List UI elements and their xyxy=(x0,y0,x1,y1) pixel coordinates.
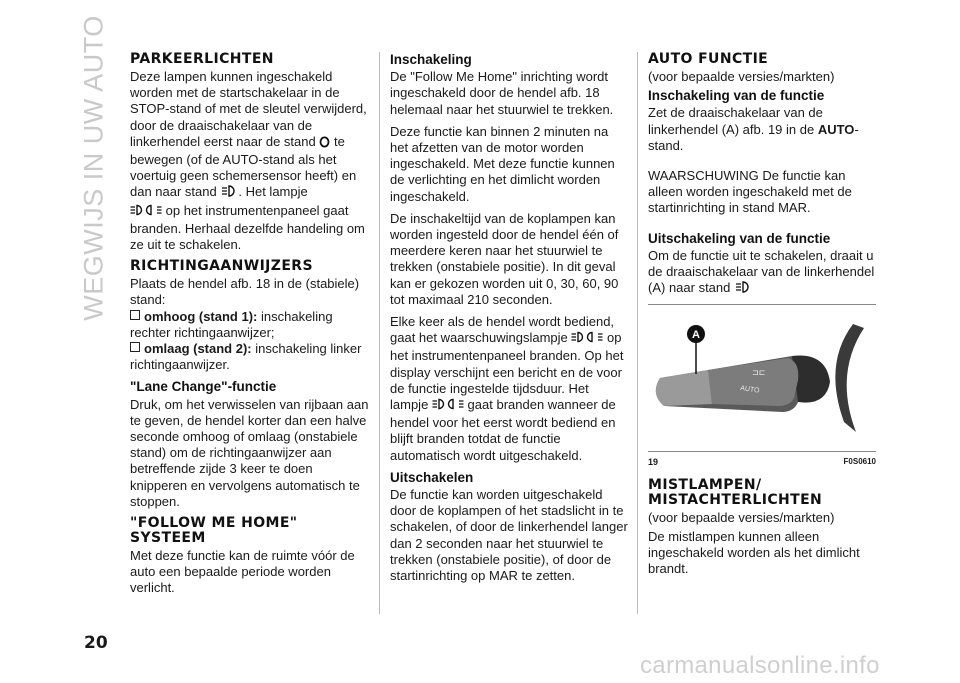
list-item: omhoog (stand 1): inschakeling rechter richtingaanwijzer; xyxy=(130,308,333,340)
checkbox-bullet-icon xyxy=(130,310,140,320)
heading-follow-me-home: "FOLLOW ME HOME" SYSTEEM xyxy=(130,515,298,547)
figure-number: 19 xyxy=(648,457,659,468)
heading-parkeerlichten: PARKEERLICHTEN xyxy=(130,51,274,67)
column-1 xyxy=(130,52,372,603)
watermark: carmanualsonline.info xyxy=(640,652,880,679)
figure-code: F0S0610 xyxy=(843,457,876,467)
column-divider xyxy=(379,52,380,614)
paragraph: Met deze functie kan de ruimte vóór de auto een bepaalde periode worden verlicht. xyxy=(130,548,355,596)
checkbox-bullet-icon xyxy=(130,342,140,352)
lever-illustration xyxy=(648,304,876,452)
paragraph: De "Follow Me Home" inrichting wordt ingeschakeld door de hendel afb. 18 helemaal naar het stuurwiel te trekken. xyxy=(390,69,614,117)
follow-me-home-icon xyxy=(432,398,464,415)
paragraph: Zet de draaischakelaar van de linkerhendel (A) afb. 19 in de AUTO-stand. xyxy=(648,105,859,153)
column-divider xyxy=(637,52,638,614)
list-item: omlaag (stand 2): inschakeling linker richtingaanwijzer. xyxy=(130,341,362,373)
side-tab-label: WEGWIJS IN UW AUTO xyxy=(78,15,109,321)
page-number: 20 xyxy=(84,633,108,653)
figure-caption xyxy=(648,454,876,468)
figure-stalk xyxy=(648,304,876,452)
column-3 xyxy=(648,52,876,583)
stalk-auto-label: AUTO xyxy=(739,385,760,396)
parking-light-icon xyxy=(220,184,238,202)
heading-uitschakeling-functie: Uitschakeling van de functie xyxy=(648,230,831,246)
paragraph: De functie kan worden uitgeschakeld door de koplampen of het stadslicht in te schakelen, of door de linkerhendel langer dan 2 seconden naar het stuurwiel te trekken (onstabiele positie), of door de startinrichting op MAR te zetten. xyxy=(390,487,628,584)
heading-auto-functie: AUTO FUNCTIE xyxy=(648,51,769,67)
paragraph: Elke keer als de hendel wordt bediend, gaat het waarschuwingslampje op het instrumentenpaneel branden. Op het display verschijnt een bericht en de voor de functie ingestelde tijdsduur. Het lampje gaat branden wanneer de hendel voor het eerst wordt bediend en blijft branden totdat de functie automatisch wordt uitgeschakeld. xyxy=(390,314,624,463)
paragraph: (voor bepaalde versies/markten) xyxy=(648,510,835,526)
heading-mistlampen: MISTLAMPEN/ MISTACHTERLICHTEN xyxy=(648,477,823,509)
warning-paragraph: WAARSCHUWING De functie kan alleen worden ingeschakeld met de startinrichting in stand MAR. xyxy=(648,168,852,216)
circle-o-icon xyxy=(319,136,330,152)
heading-inschakeling-functie: Inschakeling van de functie xyxy=(648,88,825,104)
section-side-tab xyxy=(74,15,114,321)
paragraph: Deze lampen kunnen ingeschakeld worden met de startschakelaar in de STOP-stand of met de sleutel verwijderd, door de draaischakelaar van de linkerhendel eerst naar de stand te bewegen (of de AUTO-stand als het voertuig geen schemersensor heeft) en dan naar stand . Het lampje op het instrumentenpaneel gaat branden. Herhaal dezelfde handeling om ze uit te schakelen. xyxy=(130,69,367,253)
column-2 xyxy=(390,52,628,590)
parking-light-icon xyxy=(130,204,162,221)
paragraph: Druk, om het verwisselen van rijbaan aan te geven, de hendel korter dan een halve seconde omhoog of omlaag (onstabiele stand) om de richtingaanwijzer aan betreffende zijde 3 keer te doen knipperen en vervolgens automatisch te stoppen. xyxy=(130,396,369,509)
heading-lane-change: "Lane Change"-functie xyxy=(130,379,277,395)
paragraph: (voor bepaalde versies/markten) xyxy=(648,69,835,84)
heading-richtingaanwijzers: RICHTINGAANWIJZERS xyxy=(130,258,313,275)
heading-uitschakelen: Uitschakelen xyxy=(390,469,474,485)
heading-inschakeling: Inschakeling xyxy=(390,52,472,67)
paragraph: Om de functie uit te schakelen, draait u de draaischakelaar van de linkerhendel (A) naar stand xyxy=(648,248,876,299)
svg-text:⊐⊏: ⊐⊏ xyxy=(752,368,766,378)
paragraph: Plaats de hendel afb. 18 in de (stabiele) stand: xyxy=(130,276,360,308)
callout-a: A xyxy=(692,329,700,342)
parking-light-icon xyxy=(734,280,752,298)
paragraph: De inschakeltijd van de koplampen kan worden ingesteld door de hendel één of meerdere keren naar het stuurwiel te trekken (onstabiele positie). In dit geval kan er gekozen worden uit 0, 30, 60, 90 tot maximaal 210 seconden. xyxy=(390,210,619,307)
paragraph: De mistlampen kunnen alleen ingeschakeld worden als het dimlicht brandt. xyxy=(648,528,860,577)
follow-me-home-icon xyxy=(571,331,603,348)
paragraph: Deze functie kan binnen 2 minuten na het afzetten van de motor worden ingeschakeld. Met deze functie kunnen de verlichting en het dimlicht worden ingeschakeld. xyxy=(390,123,615,204)
figure-bottom-rule xyxy=(648,451,876,452)
